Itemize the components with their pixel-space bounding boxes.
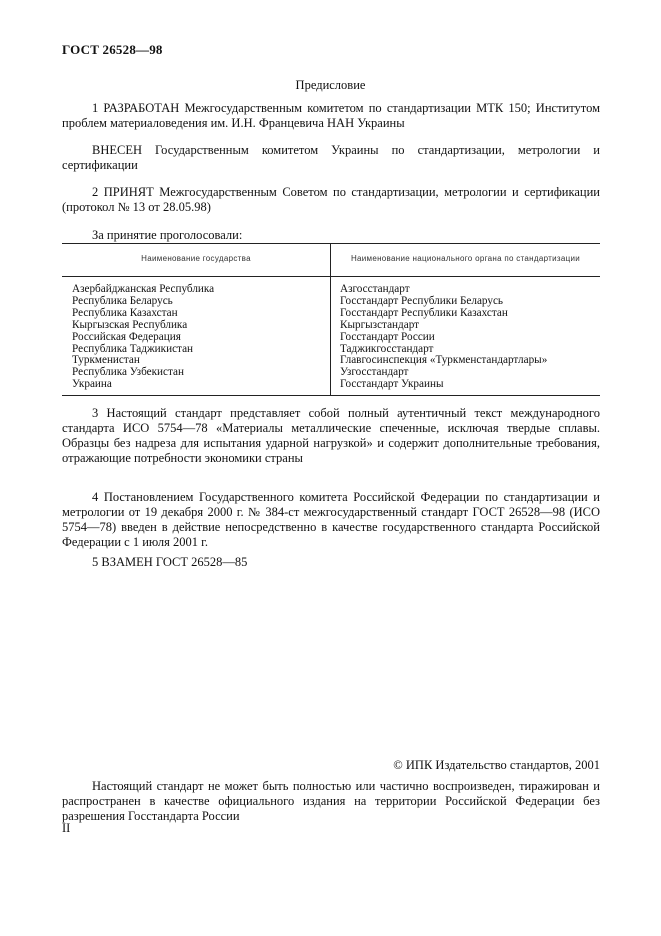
table-cell-body: Госстандарт Республики Казахстан bbox=[340, 306, 508, 319]
table-header-body: Наименование национального органа по стандартизации bbox=[350, 254, 581, 263]
paragraph-developed: 1 РАЗРАБОТАН Межгосударственным комитетом по стандартизации МТК 150; Институтом проблем материаловедения им. И.Н. Францевича НАН Украины bbox=[62, 101, 600, 130]
table-cell-state: Азербайджанская Республика bbox=[72, 283, 215, 295]
table-cell-state: Кыргызская Республика bbox=[72, 318, 188, 331]
paragraph-adopted: 2 ПРИНЯТ Межгосударственным Советом по стандартизации, метрологии и сертификации (протокол № 13 от 28.05.98) bbox=[62, 185, 600, 214]
table-cell-body: Госстандарт Украины bbox=[340, 378, 444, 391]
table-cell-body: Узгосстандарт bbox=[340, 366, 409, 379]
table-cell-body: Госстандарт России bbox=[340, 330, 435, 343]
reproduction-notice: Настоящий стандарт не может быть полностью или частично воспроизведен, тиражирован и распространен в качестве официального издания на территории Российской Федерации без разрешения Госстандарта России bbox=[62, 779, 600, 823]
paragraph-decree: 4 Постановлением Государственного комитета Российской Федерации по стандартизации и метрологии от 19 декабря 2000 г. № 384-ст межгосударственный стандарт ГОСТ 26528—98 (ИСО 5754—78) введен в действие непосредственно в качестве государственного стандарта Российской Федерации с 1 июля 2001 г. bbox=[62, 490, 600, 549]
table-header-state: Наименование государства bbox=[141, 254, 251, 263]
copyright-notice: © ИПК Издательство стандартов, 2001 bbox=[393, 758, 600, 772]
table-cell-state: Туркменистан bbox=[72, 354, 140, 367]
table-cell-body: Главгосинспекция «Туркменстандартлары» bbox=[340, 354, 548, 367]
voted-label: За принятие проголосовали: bbox=[92, 228, 243, 242]
table-cell-state: Украина bbox=[72, 378, 112, 391]
table-cell-state: Российская Федерация bbox=[72, 330, 181, 343]
foreword-title: Предисловие bbox=[295, 78, 366, 92]
table-cell-body: Азгосстандарт bbox=[340, 283, 410, 295]
paragraph-authentic: 3 Настоящий стандарт представляет собой полный аутентичный текст международного стандарта ИСО 5754—78 «Материалы металлические спеченные, исключая твердые сплавы. Образцы без надреза для испытания ударной нагрузкой» и содержит дополнительные требования, отражающие потребности экономики страны bbox=[62, 406, 600, 465]
table-header-rule bbox=[62, 276, 600, 277]
document-code: ГОСТ 26528—98 bbox=[62, 42, 163, 57]
page-number: II bbox=[62, 821, 71, 835]
table-cell-state: Республика Казахстан bbox=[72, 306, 178, 319]
paragraph-replaces: 5 ВЗАМЕН ГОСТ 26528—85 bbox=[92, 555, 248, 569]
table-cell-body: Кыргызстандарт bbox=[340, 318, 420, 331]
paragraph-introduced: ВНЕСЕН Государственным комитетом Украины по стандартизации, метрологии и сертификации bbox=[62, 143, 600, 172]
bodies-list bbox=[340, 284, 547, 391]
table-cell-state: Республика Узбекистан bbox=[72, 366, 184, 379]
states-list bbox=[72, 284, 214, 391]
table-cell-state: Республика Таджикистан bbox=[72, 342, 194, 355]
table-column-divider bbox=[330, 244, 331, 395]
voting-table bbox=[62, 243, 600, 396]
table-cell-body: Госстандарт Республики Беларусь bbox=[340, 294, 504, 307]
table-cell-state: Республика Беларусь bbox=[72, 294, 173, 307]
table-cell-body: Таджикгосстандарт bbox=[340, 342, 434, 355]
